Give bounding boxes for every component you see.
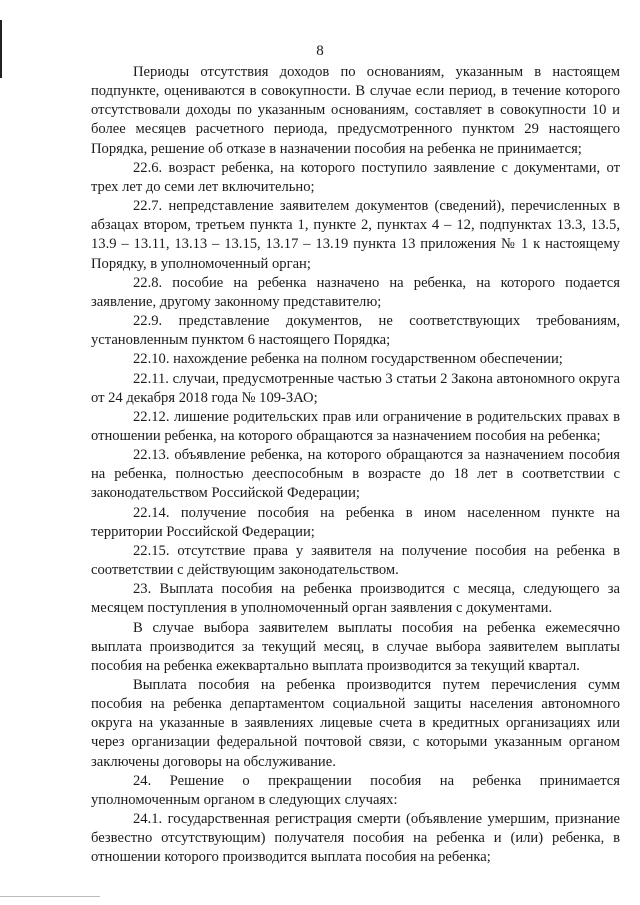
paragraph: 22.15. отсутствие права у заявителя на получение пособия на ребенка в соответствии с действующим законодательством.	[91, 542, 620, 579]
page-number: 8	[316, 43, 324, 59]
paragraph: 22.10. нахождение ребенка на полном государственном обеспечении;	[133, 351, 563, 368]
paragraph: 22.8. пособие на ребенка назначено на ребенка, на которого подается заявление, другому законному представителю;	[91, 274, 620, 310]
paragraph: 22.12. лишение родительских прав или ограничение в родительских правах в отношении ребенка, на которого обращаются за назначением пособия на ребенка;	[91, 408, 620, 444]
document-body	[91, 63, 620, 868]
paragraph: 22.6. возраст ребенка, на которого поступило заявление с документами, от трех лет до семи лет включительно;	[91, 159, 620, 195]
paragraph: 23. Выплата пособия на ребенка производится с месяца, следующего за месяцем поступления в уполномоченный орган заявления с документами.	[91, 581, 620, 617]
paragraph: 22.9. представление документов, не соответствующих требованиям, установленным пунктом 6 настоящего Порядка;	[91, 313, 620, 349]
paragraph: 22.11. случаи, предусмотренные частью 3 статьи 2 Закона автономного округа от 24 декабря 2018 года № 109-ЗАО;	[91, 370, 620, 406]
paragraph: 24. Решение о прекращении пособия на ребенка принимается уполномоченным органом в следующих случаях:	[91, 772, 620, 808]
paragraph: 24.1. государственная регистрация смерти (объявление умершим, признание безвестно отсутствующим) получателя пособия на ребенка и (или) ребенка, в отношении которого производится выплата пособия на ребенка;	[91, 811, 620, 866]
paragraph: 22.7. непредставление заявителем документов (сведений), перечисленных в абзацах втором, третьем пункта 1, пункте 2, пунктах 4 – 12, подпунктах 13.3, 13.5, 13.9 – 13.11, 13.13 – 13.15, 13.17 – 13.19 пункта 13 приложения № 1 к настоящему Порядку, в уполномоченный орган;	[91, 198, 620, 272]
scan-footer-line	[0, 896, 100, 897]
paragraph: 22.14. получение пособия на ребенка в ином населенном пункте на территории Российской Федерации;	[91, 504, 620, 540]
paragraph: Выплата пособия на ребенка производится путем перечисления сумм пособия на ребенка департаментом социальной защиты населения автономного округа на указанные в заявлениях лицевые счета в кредитных организациях или через организации федеральной почтовой связи, с которыми указанным органом заключены договоры на обслуживание.	[91, 677, 620, 770]
paragraph: Периоды отсутствия доходов по основаниям, указанным в настоящем подпункте, оцениваются в совокупности. В случае если период, в течение которого отсутствовали доходы по указанным основаниям, составляет в совокупности 10 и более месяцев расчетного периода, предусмотренного пунктом 29 настоящего Порядка, решение об отказе в назначении пособия на ребенка не принимается;	[91, 64, 620, 157]
paragraph: 22.13. объявление ребенка, на которого обращаются за назначением пособия на ребенка, полностью дееспособным в возрасте до 18 лет в соответствии с законодательством Российской Федерации;	[91, 447, 620, 502]
paragraph: В случае выбора заявителем выплаты пособия на ребенка ежемесячно выплата производится за текущий месяц, в случае выбора заявителем выплаты пособия на ребенка ежеквартально выплата производится за текущий квартал.	[91, 619, 620, 674]
